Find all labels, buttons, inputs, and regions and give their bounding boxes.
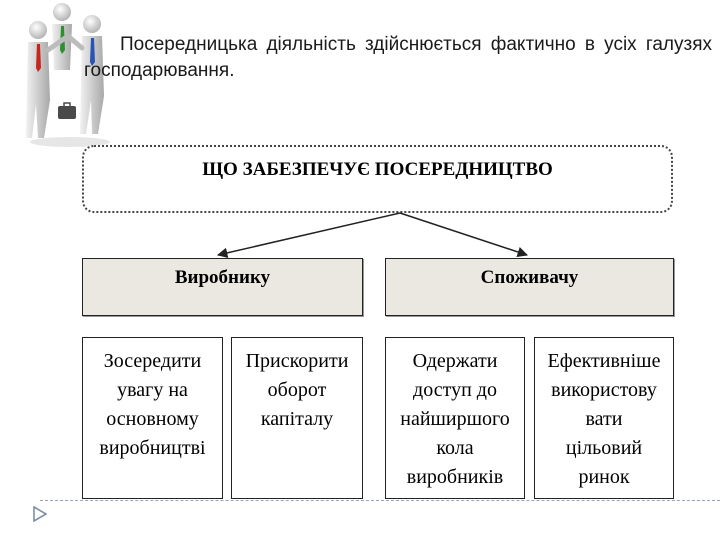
top-box (82, 145, 673, 213)
benefit-producer-access: Одержати доступ до найширшого кола виробників (385, 337, 525, 499)
benefit-target-market: Ефективніше використову вати цільовий ринок (534, 337, 674, 499)
consumer-label: Споживачу (480, 267, 579, 288)
benefit-focus-production: Зосередити увагу на основному виробництві (82, 337, 223, 499)
arrow-to-producer (218, 213, 400, 255)
producer-box (82, 258, 363, 316)
footer-divider (40, 500, 720, 501)
consumer-box (385, 258, 674, 316)
intro-text: Посередницька діяльність здійснюється фактично в усіх галузях господарювання. (84, 34, 712, 81)
top-box-title: ЩО ЗАБЕЗПЕЧУЄ ПОСЕРЕДНИЦТВО (202, 159, 553, 180)
benefit-capital-turnover: Прискорити оборот капіталу (231, 337, 363, 499)
slide-marker-icon (33, 506, 47, 522)
arrow-to-consumer (400, 213, 527, 255)
producer-label: Виробнику (174, 267, 271, 288)
intro-paragraph (84, 32, 712, 84)
